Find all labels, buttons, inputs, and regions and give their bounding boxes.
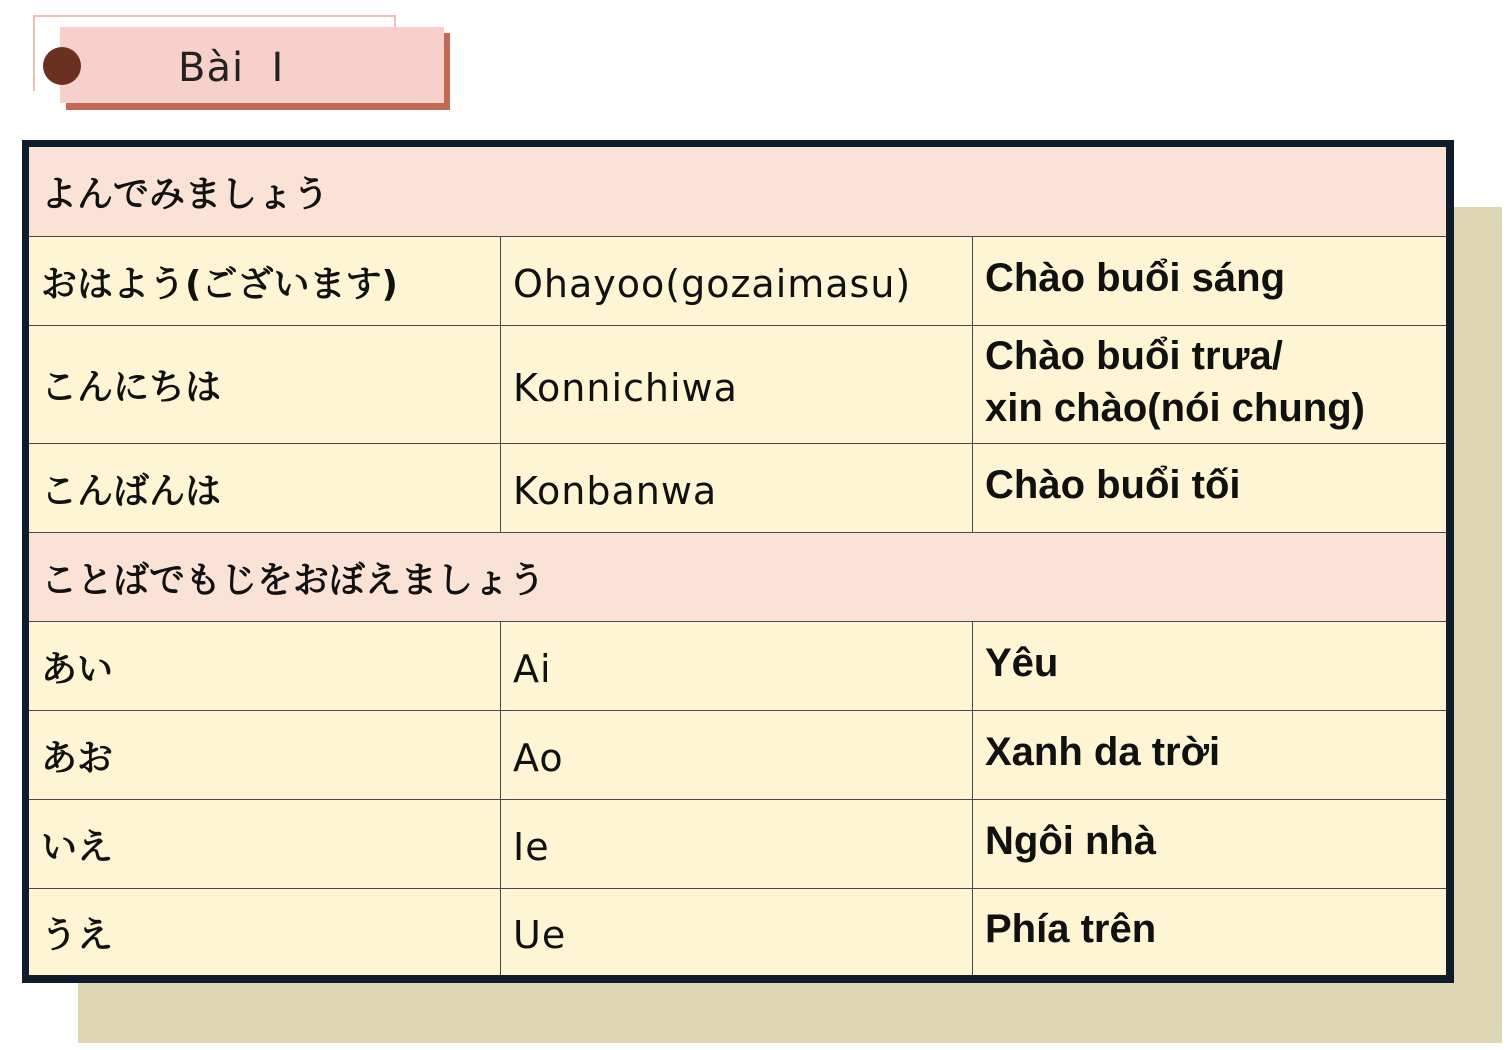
vietnamese-line: Chào buổi trưa/ (985, 333, 1283, 378)
vietnamese-cell: Xanh da trời (985, 730, 1221, 774)
section-heading-row (29, 533, 1446, 622)
section-heading: よんでみましょう (41, 174, 330, 215)
romaji-cell: Konbanwa (501, 444, 973, 532)
romaji-cell: Ai (501, 622, 973, 710)
table-row (29, 326, 1446, 444)
romaji-cell: Ie (501, 800, 973, 888)
romaji-cell: Ohayoo(gozaimasu) (501, 237, 973, 325)
romaji-cell: Ue (501, 889, 973, 975)
romaji-cell: Ao (501, 711, 973, 799)
japanese-cell: こんばんは (29, 444, 501, 532)
vocabulary-table (29, 147, 1446, 975)
japanese-cell: こんにちは (29, 326, 501, 443)
bullet-dot-icon (43, 47, 81, 85)
vietnamese-cell: Phía trên (985, 907, 1157, 951)
table-row (29, 622, 1446, 711)
table-row (29, 800, 1446, 889)
vietnamese-cell (973, 326, 1446, 443)
vietnamese-cell: Ngôi nhà (985, 819, 1157, 863)
vietnamese-line: xin chào(nói chung) (985, 385, 1365, 430)
table-row (29, 711, 1446, 800)
japanese-cell: いえ (29, 800, 501, 888)
romaji-cell: Konnichiwa (501, 326, 973, 443)
table-row (29, 444, 1446, 533)
section-heading-row (29, 147, 1446, 237)
table-row (29, 237, 1446, 326)
japanese-cell: あお (29, 711, 501, 799)
vietnamese-cell: Chào buổi sáng (985, 256, 1285, 300)
vietnamese-cell: Yêu (985, 641, 1059, 685)
section-heading: ことばでもじをおぼえましょう (41, 559, 546, 601)
vietnamese-cell: Chào buổi tối (985, 463, 1241, 507)
table-row (29, 889, 1446, 975)
japanese-cell: あい (29, 622, 501, 710)
japanese-cell: おはよう(ございます) (29, 237, 501, 325)
lesson-title: Bài I (178, 45, 285, 91)
japanese-cell: うえ (29, 889, 501, 975)
